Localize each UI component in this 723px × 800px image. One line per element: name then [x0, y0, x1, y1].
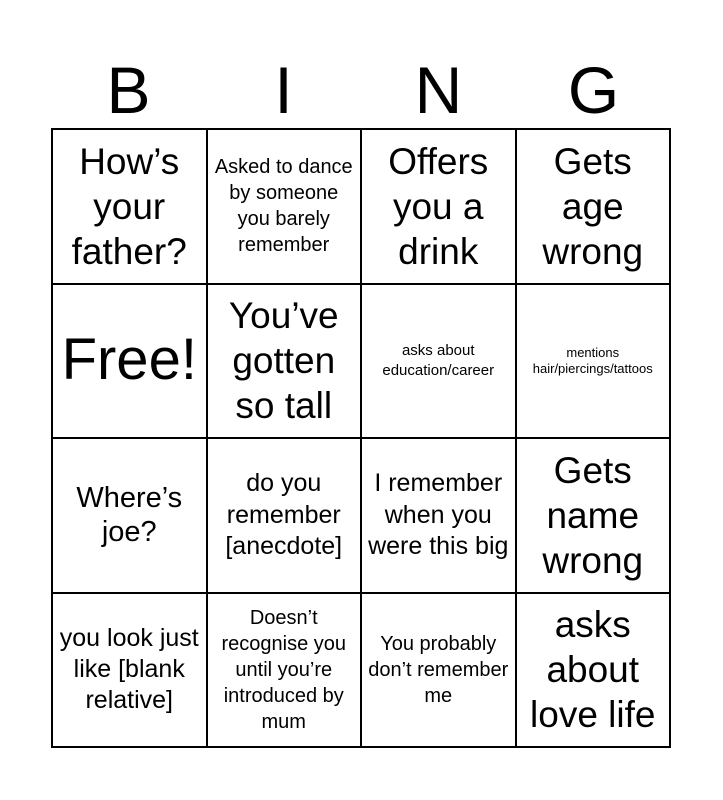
bingo-cell-9[interactable]: Where’s joe? — [53, 439, 206, 592]
bingo-cell-16[interactable]: asks about love life — [517, 594, 670, 747]
bingo-cell-1[interactable]: How’s your father? — [53, 130, 206, 283]
header-letter-i: I — [274, 53, 293, 127]
bingo-cell-13[interactable]: you look just like [blank relative] — [53, 594, 206, 747]
bingo-grid — [51, 128, 671, 748]
bingo-cell-2[interactable]: Asked to dance by someone you barely remember — [208, 130, 361, 283]
bingo-cell-8[interactable]: mentions hair/piercings/tattoos — [517, 285, 670, 438]
bingo-cell-7[interactable]: asks about education/career — [362, 285, 515, 438]
header-letter-b: B — [106, 53, 151, 127]
bingo-header — [51, 52, 671, 128]
bingo-cell-4[interactable]: Gets age wrong — [517, 130, 670, 283]
bingo-cell-10[interactable]: do you remember [anecdote] — [208, 439, 361, 592]
bingo-cell-6[interactable]: You’ve gotten so tall — [208, 285, 361, 438]
bingo-cell-3[interactable]: Offers you a drink — [362, 130, 515, 283]
bingo-cell-15[interactable]: You probably don’t remember me — [362, 594, 515, 747]
header-letter-g: G — [567, 53, 620, 127]
bingo-cell-free[interactable]: Free! — [53, 285, 206, 438]
bingo-cell-11[interactable]: I remember when you were this big — [362, 439, 515, 592]
bingo-cell-14[interactable]: Doesn’t recognise you until you’re introduced by mum — [208, 594, 361, 747]
bingo-cell-12[interactable]: Gets name wrong — [517, 439, 670, 592]
header-letter-n: N — [414, 53, 463, 127]
